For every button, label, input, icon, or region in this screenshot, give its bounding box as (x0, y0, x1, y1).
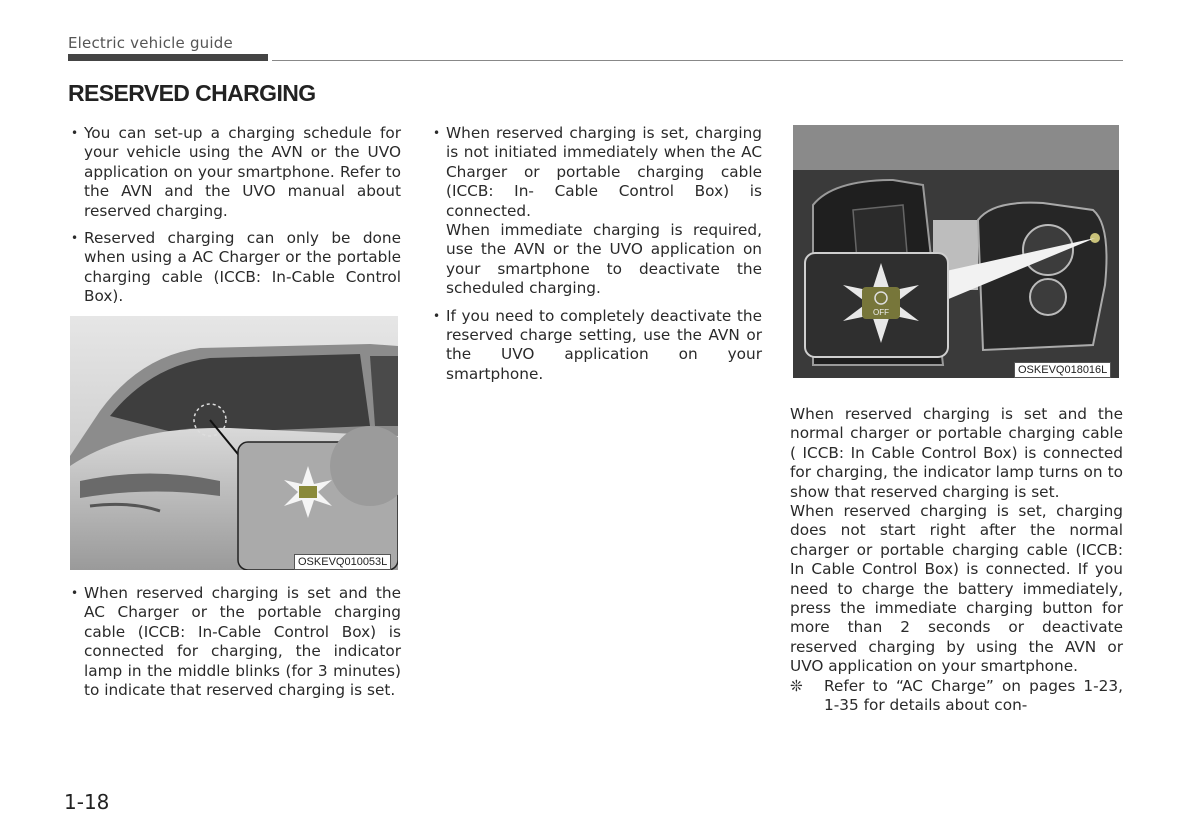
paragraph: When reserved charging is set and the normal charger or portable charging cable ( ICCB: In Cable Control Box) is connected for charging, the indicator lamp turns on to show that reserved charging is set. (790, 405, 1123, 501)
car-illustration (70, 316, 398, 570)
bullet-item: • If you need to completely deactivate the reserved charge setting, use the AVN or the UVO application on your smartphone. (430, 307, 762, 385)
note-text: Refer to “AC Charge” on pages 1-23, 1-35 for details about con- (824, 676, 1123, 715)
figure-caption: OSKEVQ010053L (294, 554, 391, 570)
car-dashboard-figure (70, 316, 398, 570)
bullet-item: • You can set-up a charging schedule for your vehicle using the AVN or the UVO application on your smartphone. Refer to the AVN and the UVO manual about reserved charging. (68, 124, 401, 221)
column-2 (430, 124, 762, 392)
column-3 (790, 405, 1123, 716)
note-mark-icon: ❊ (790, 676, 803, 695)
bullet-continuation: When immediate charging is required, use the AVN or the UVO application on your smartphone to deactivate the scheduled charging. (446, 221, 762, 298)
column-1 (68, 124, 401, 315)
bullet-item: • When reserved charging is set and the AC Charger or the portable charging cable (ICCB: In-Cable Control Box) is connected for charging, the indicator lamp in the middle blinks (for 3 minutes) to indicate that reserved charging is set. (68, 584, 401, 700)
off-button-label: OFF (873, 308, 889, 317)
bullet-item: • When reserved charging is set, charging is not initiated immediately when the AC Charger or portable charging cable (ICCB: In- Cable Control Box) is connected. (430, 124, 762, 221)
column-1-continued (68, 584, 401, 708)
bullet-item: • Reserved charging can only be done when using a AC Charger or the portable charging cable (ICCB: In-Cable Control Box). (68, 229, 401, 307)
figure-caption: OSKEVQ018016L (1014, 362, 1111, 378)
header-rule (272, 60, 1123, 61)
charging-port-illustration (793, 125, 1119, 378)
page-number: 1-18 (64, 790, 110, 814)
header-bar (68, 54, 268, 61)
charging-port-figure (793, 125, 1119, 378)
paragraph: When reserved charging is set, charging does not start right after the normal charger or portable charging cable (ICCB: In Cable Control Box) is connected. If you need to charge the battery immediately, press the immediate charging button for more than 2 seconds or deactivate reserved charging by using the AVN or UVO application on your smartphone. (790, 502, 1123, 676)
reference-note (790, 677, 1123, 716)
section-header: Electric vehicle guide (68, 34, 233, 52)
page-title: RESERVED CHARGING (68, 80, 316, 106)
